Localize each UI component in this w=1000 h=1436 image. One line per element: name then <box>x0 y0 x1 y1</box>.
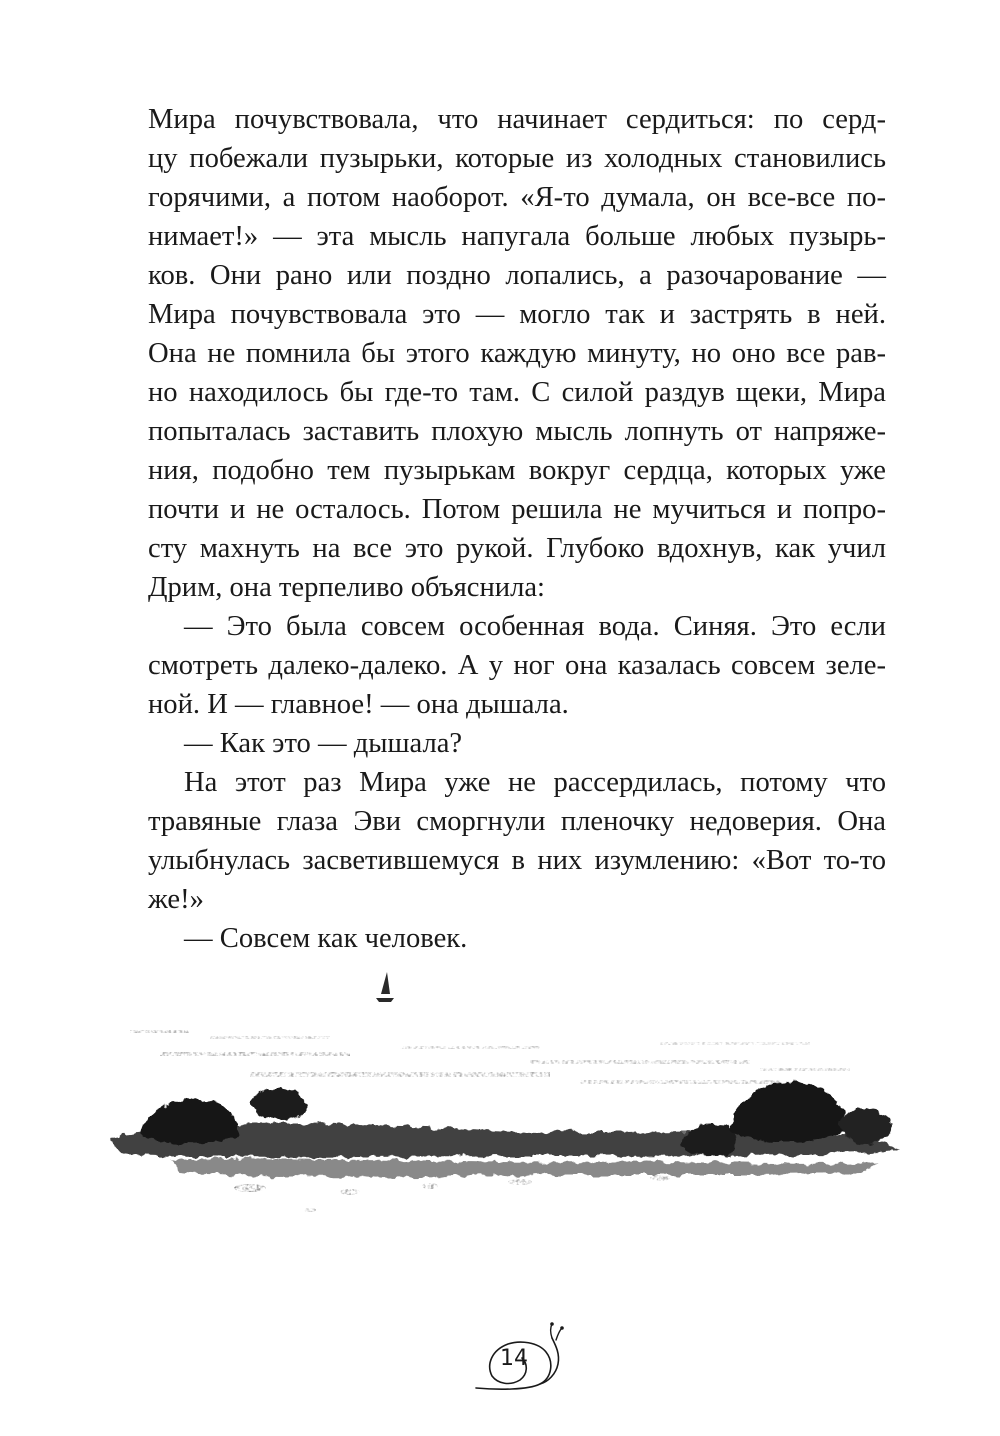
text-line: смотреть далеко-далеко. А у ног она казалась совсем зеле- <box>148 650 886 681</box>
text-line: нимает!» — эта мысль напугала больше любых пузырь- <box>148 221 886 252</box>
page-number: 14 <box>500 1346 528 1371</box>
text-line: же!» <box>148 884 204 915</box>
text-line: Мира почувствовала, что начинает сердиться: по серд- <box>148 104 886 135</box>
text-line: На этот раз Мира уже не рассердилась, потому что <box>184 767 886 798</box>
text-line: — Как это — дышала? <box>184 728 463 759</box>
sea-strokes <box>130 1030 850 1084</box>
text-line: ков. Они рано или поздно лопались, а разочарование — <box>148 260 886 291</box>
body-text <box>148 100 886 958</box>
text-line: попыталась заставить плохую мысль лопнуть от напряже- <box>148 416 886 447</box>
sailboat-icon <box>376 972 394 1002</box>
text-line: — Совсем как человек. <box>184 923 468 954</box>
text-line: Она не помнила бы этого каждую минуту, но оно все рав- <box>148 338 886 369</box>
text-line: ния, подобно тем пузырькам вокруг сердца, которых уже <box>148 455 886 486</box>
text-line: Мира почувствовала это — могло так и застрять в ней. <box>148 299 886 330</box>
text-line: сту махнуть на все это рукой. Глубоко вдохнув, как учил <box>148 533 886 564</box>
seascape-illustration <box>100 960 930 1260</box>
text-line: улыбнулась засветившемуся в них изумлению: «Вот то-то <box>148 845 886 876</box>
text-line: цу побежали пузырьки, которые из холодных становились <box>148 143 886 174</box>
text-line: травяные глаза Эви сморгнули пленочку недоверия. Она <box>148 806 886 837</box>
pebbles <box>234 1175 670 1212</box>
text-line: горячими, а потом наоборот. «Я-то думала, он все-все по- <box>148 182 886 213</box>
text-line: — Это была совсем особенная вода. Синяя. Это если <box>184 611 886 642</box>
text-line: ной. И — главное! — она дышала. <box>148 689 569 720</box>
text-line: Дрим, она терпеливо объяснила: <box>148 572 546 603</box>
page-number-ornament <box>468 1318 578 1398</box>
text-line: но находилось бы где-то там. С силой раздув щеки, Мира <box>148 377 886 408</box>
text-line: почти и не осталось. Потом решила не мучиться и попро- <box>148 494 886 525</box>
